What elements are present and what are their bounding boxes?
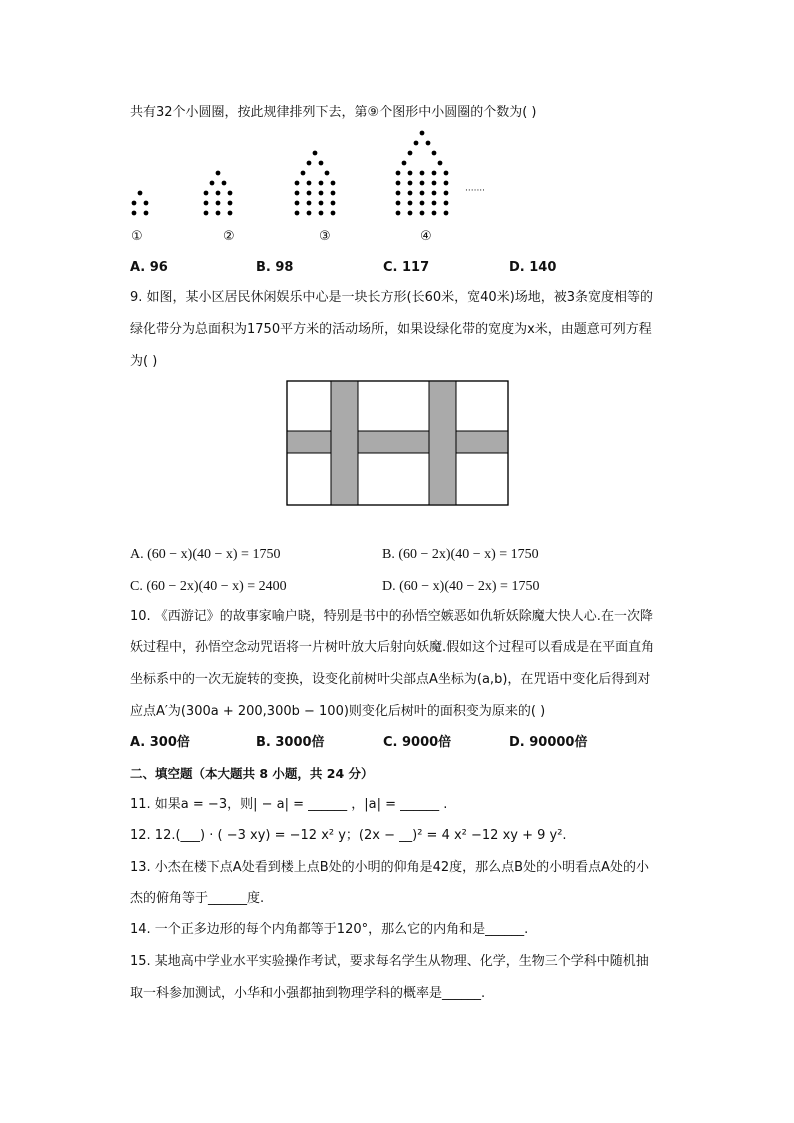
q14-line-1: 14. 一个正多边形的每个内角都等于120°，那么它的内角和是______. xyxy=(130,922,529,937)
section-2-heading: 二、填空题（本大题共 8 小题，共 24 分） xyxy=(130,766,374,781)
figure-label-4: ④ xyxy=(420,229,432,244)
q9-option-d[interactable]: D. (60 − x)(40 − 2x) = 1750 xyxy=(382,579,540,594)
figure-label-1: ① xyxy=(131,229,143,244)
q8-option-a[interactable]: A. 96 xyxy=(130,260,168,275)
q15-line-2: 取一科参加测试，小华和小强都抽到物理学科的概率是______. xyxy=(130,986,486,1001)
q11-line-1: 11. 如果a = −3，则| − a| = ______ ，|a| = ______ . xyxy=(130,797,448,812)
q9-line-3: 为( ) xyxy=(130,354,158,369)
q9-line-2: 绿化带分为总面积为1750平方米的活动场所，如果设绿化带的宽度为x米，由题意可列方程 xyxy=(130,322,652,337)
q9-option-b[interactable]: B. (60 − 2x)(40 − x) = 1750 xyxy=(382,547,539,562)
q13-line-1: 13. 小杰在楼下点A处看到楼上点B处的小明的仰角是42度，那么点B处的小明看点A处的小 xyxy=(130,860,649,875)
q10-option-a[interactable]: A. 300倍 xyxy=(130,735,190,750)
q9-field-diagram xyxy=(0,0,794,520)
q10-option-d[interactable]: D. 90000倍 xyxy=(509,735,588,750)
q12-line-1: 12. 12.(___) · ( −3 xy) = −12 x² y；(2x − __)² = 4 x² −12 xy + 9 y². xyxy=(130,828,567,843)
q8-option-c[interactable]: C. 117 xyxy=(383,260,430,275)
q9-option-c[interactable]: C. (60 − 2x)(40 − x) = 2400 xyxy=(130,579,287,594)
q13-line-2: 杰的俯角等于______度. xyxy=(130,891,265,906)
q15-line-1: 15. 某地高中学业水平实验操作考试，要求每名学生从物理、化学，生物三个学科中随机抽 xyxy=(130,954,649,969)
q8-stem: 共有32个小圆圈，按此规律排列下去，第⑨个图形中小圆圈的个数为( ) xyxy=(130,105,537,120)
q10-line-2: 妖过程中，孙悟空念动咒语将一片树叶放大后射向妖魔.假如这个过程可以看成是在平面直角 xyxy=(130,640,655,655)
horizontal-strip xyxy=(287,431,508,453)
q10-line-1: 10. 《西游记》的故事家喻户晓，特别是书中的孙悟空嫉恶如仇斩妖除魔大快人心.在一次降 xyxy=(130,609,653,624)
q10-line-4: 应点A′为(300a + 200,300b − 100)则变化后树叶的面积变为原来的( ) xyxy=(130,704,546,719)
q8-option-b[interactable]: B. 98 xyxy=(256,260,294,275)
q10-option-b[interactable]: B. 3000倍 xyxy=(256,735,325,750)
q9-option-a[interactable]: A. (60 − x)(40 − x) = 1750 xyxy=(130,547,281,562)
q10-option-c[interactable]: C. 9000倍 xyxy=(383,735,452,750)
figure-label-2: ② xyxy=(223,229,235,244)
ellipsis: ······· xyxy=(465,186,486,196)
q10-line-3: 坐标系中的一次无旋转的变换，设变化前树叶尖部点A坐标为(a,b)，在咒语中变化后得到对 xyxy=(130,672,651,687)
q8-option-d[interactable]: D. 140 xyxy=(509,260,557,275)
figure-label-3: ③ xyxy=(319,229,331,244)
q9-line-1: 9. 如图，某小区居民休闲娱乐中心是一块长方形(长60米，宽40米)场地，被3条宽度相等的 xyxy=(130,290,654,305)
